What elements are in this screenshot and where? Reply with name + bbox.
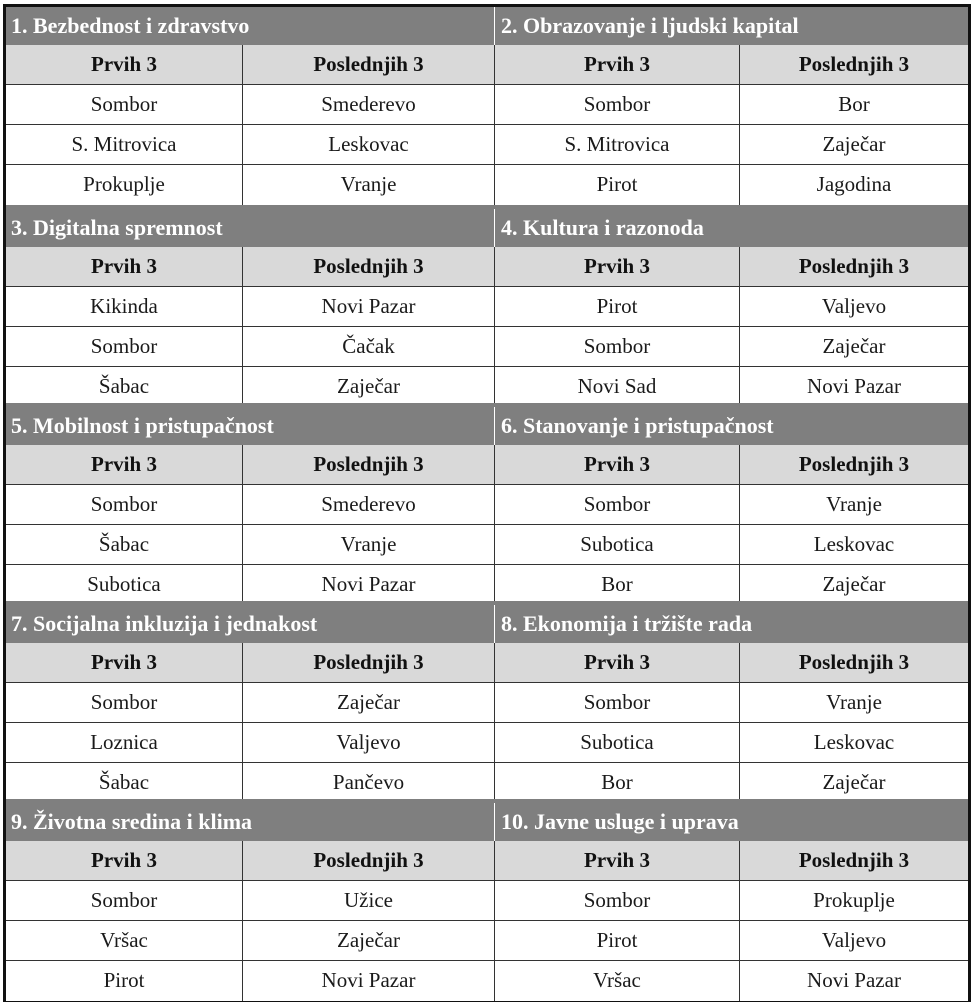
table-cell: Smederevo xyxy=(243,485,495,524)
column-header-first: Prvih 3 xyxy=(6,445,243,484)
table-cell: Loznica xyxy=(6,723,243,762)
category-title: 2. Obrazovanje i ljudski kapital xyxy=(501,13,799,38)
table-block-2 xyxy=(6,205,968,403)
column-header-first: Prvih 3 xyxy=(495,247,740,286)
table-cell: Bor xyxy=(495,763,740,803)
table-cell: Leskovac xyxy=(243,125,495,164)
table-row xyxy=(6,565,968,605)
column-header-last: Poslednjih 3 xyxy=(798,52,910,76)
table-cell: Pančevo xyxy=(243,763,495,803)
header-row xyxy=(6,643,968,683)
table-row xyxy=(6,881,968,921)
table-block-4 xyxy=(6,601,968,799)
table-cell: Kikinda xyxy=(6,287,243,326)
table-cell: Sombor xyxy=(495,327,740,366)
table-row xyxy=(6,165,968,205)
category-title: 7. Socijalna inkluzija i jednakost xyxy=(6,605,495,643)
column-header-first: Prvih 3 xyxy=(495,45,740,84)
category-title: 5. Mobilnost i pristupačnost xyxy=(6,407,495,445)
category-title: 1. Bezbednost i zdravstvo xyxy=(6,7,495,45)
table-row xyxy=(6,125,968,165)
table-cell: Subotica xyxy=(495,723,740,762)
table-cell: Vranje xyxy=(826,690,882,714)
table-cell: Šabac xyxy=(6,367,243,407)
table-cell: Bor xyxy=(495,565,740,605)
column-header-last: Poslednjih 3 xyxy=(243,643,495,682)
table-cell: Sombor xyxy=(495,881,740,920)
column-header-first: Prvih 3 xyxy=(6,643,243,682)
header-row xyxy=(6,45,968,85)
table-cell: Zaječar xyxy=(822,572,886,596)
table-cell: Valjevo xyxy=(243,723,495,762)
table-cell: Pirot xyxy=(495,165,740,205)
table-cell: Novi Pazar xyxy=(243,287,495,326)
table-cell: Subotica xyxy=(6,565,243,605)
table-cell: S. Mitrovica xyxy=(6,125,243,164)
column-header-last: Poslednjih 3 xyxy=(243,247,495,286)
table-cell: Bor xyxy=(838,92,870,116)
table-cell: Zaječar xyxy=(822,770,886,794)
table-cell: Zaječar xyxy=(822,334,886,358)
table-row xyxy=(6,921,968,961)
category-title: 8. Ekonomija i tržište rada xyxy=(501,611,753,636)
table-cell: Zaječar xyxy=(822,132,886,156)
table-row xyxy=(6,763,968,803)
table-cell: Zaječar xyxy=(243,921,495,960)
table-cell: Užice xyxy=(243,881,495,920)
category-title: 10. Javne usluge i uprava xyxy=(501,809,739,834)
table-cell: Pirot xyxy=(495,287,740,326)
table-row xyxy=(6,367,968,407)
rankings-table xyxy=(3,4,971,1002)
table-cell: Subotica xyxy=(495,525,740,564)
table-cell: Prokuplje xyxy=(813,888,895,912)
title-row xyxy=(6,7,968,45)
column-header-first: Prvih 3 xyxy=(495,445,740,484)
table-cell: Zaječar xyxy=(243,683,495,722)
table-cell: Valjevo xyxy=(821,294,887,318)
column-header-first: Prvih 3 xyxy=(6,841,243,880)
column-header-last: Poslednjih 3 xyxy=(243,445,495,484)
table-row xyxy=(6,327,968,367)
table-cell: Vranje xyxy=(243,165,495,205)
table-cell: Prokuplje xyxy=(6,165,243,205)
category-title: 9. Životna sredina i klima xyxy=(6,803,495,841)
header-row xyxy=(6,841,968,881)
title-row xyxy=(6,601,968,643)
column-header-first: Prvih 3 xyxy=(6,247,243,286)
table-cell: Novi Pazar xyxy=(243,565,495,605)
table-row xyxy=(6,85,968,125)
table-cell: Leskovac xyxy=(813,532,895,556)
table-row xyxy=(6,683,968,723)
table-cell: Pirot xyxy=(495,921,740,960)
table-cell: Sombor xyxy=(6,881,243,920)
table-cell: Valjevo xyxy=(821,928,887,952)
table-cell: Smederevo xyxy=(243,85,495,124)
table-cell: Sombor xyxy=(495,485,740,524)
table-cell: Šabac xyxy=(6,763,243,803)
table-cell: Novi Pazar xyxy=(807,374,901,398)
table-cell: Leskovac xyxy=(813,730,895,754)
table-row xyxy=(6,723,968,763)
table-cell: Sombor xyxy=(6,85,243,124)
table-cell: Novi Pazar xyxy=(807,968,901,992)
category-title: 4. Kultura i razonoda xyxy=(501,215,704,240)
table-row xyxy=(6,961,968,1001)
table-cell: Zaječar xyxy=(243,367,495,407)
column-header-first: Prvih 3 xyxy=(6,45,243,84)
table-block-3 xyxy=(6,403,968,601)
table-cell: Vršac xyxy=(6,921,243,960)
column-header-last: Poslednjih 3 xyxy=(798,452,910,476)
table-cell: Vranje xyxy=(243,525,495,564)
title-row xyxy=(6,403,968,445)
table-row xyxy=(6,485,968,525)
table-row xyxy=(6,525,968,565)
category-title: 6. Stanovanje i pristupačnost xyxy=(501,413,774,438)
table-cell: Novi Sad xyxy=(495,367,740,407)
table-cell: Sombor xyxy=(495,85,740,124)
table-cell: Sombor xyxy=(6,327,243,366)
title-row xyxy=(6,799,968,841)
column-header-last: Poslednjih 3 xyxy=(798,254,910,278)
table-cell: S. Mitrovica xyxy=(495,125,740,164)
column-header-last: Poslednjih 3 xyxy=(798,848,910,872)
category-title: 3. Digitalna spremnost xyxy=(6,209,495,247)
header-row xyxy=(6,445,968,485)
table-cell: Sombor xyxy=(6,485,243,524)
table-cell: Jagodina xyxy=(816,172,892,196)
table-block-1 xyxy=(6,7,968,205)
table-cell: Sombor xyxy=(495,683,740,722)
table-block-5 xyxy=(6,799,968,997)
table-cell: Pirot xyxy=(6,961,243,1001)
table-cell: Čačak xyxy=(243,327,495,366)
table-cell: Vranje xyxy=(826,492,882,516)
table-cell: Šabac xyxy=(6,525,243,564)
table-cell: Vršac xyxy=(495,961,740,1001)
column-header-last: Poslednjih 3 xyxy=(243,841,495,880)
column-header-last: Poslednjih 3 xyxy=(798,650,910,674)
table-cell: Sombor xyxy=(6,683,243,722)
header-row xyxy=(6,247,968,287)
column-header-first: Prvih 3 xyxy=(495,841,740,880)
column-header-first: Prvih 3 xyxy=(495,643,740,682)
table-cell: Novi Pazar xyxy=(243,961,495,1001)
title-row xyxy=(6,205,968,247)
table-row xyxy=(6,287,968,327)
column-header-last: Poslednjih 3 xyxy=(243,45,495,84)
